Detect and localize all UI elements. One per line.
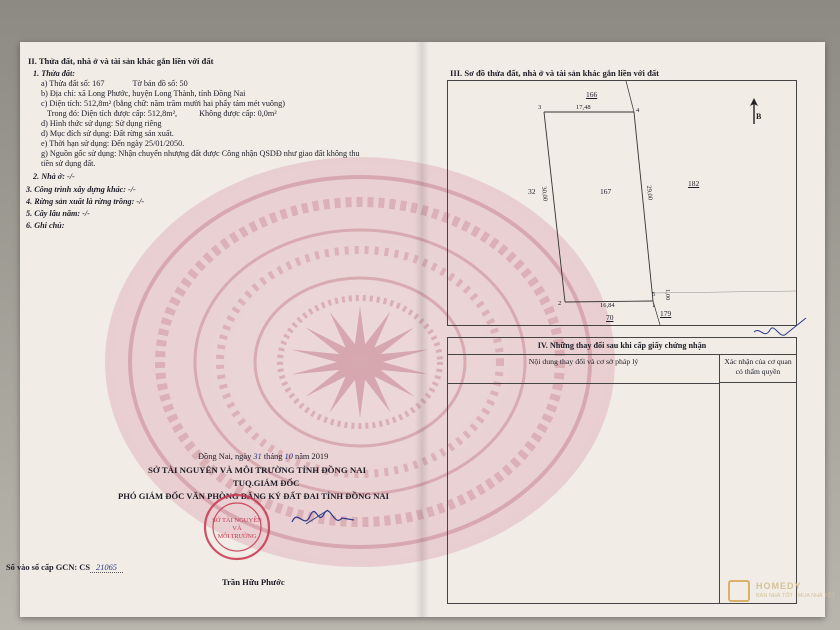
use-form-line: d) Hình thức sử dụng: Sử dụng riêng xyxy=(41,119,162,128)
edge-length-left: 30,00 xyxy=(540,186,549,202)
signing-authority: TUQ.GIÁM ĐỐC xyxy=(233,478,300,488)
vertex-3: 3 xyxy=(538,104,542,111)
neighbor-parcel-179: 179 xyxy=(660,309,672,318)
neighbor-parcel-166: 166 xyxy=(586,90,598,99)
vertex-2: 2 xyxy=(558,300,562,307)
neighbor-parcel-182: 182 xyxy=(688,179,700,188)
neighbor-parcel-32: 32 xyxy=(528,187,536,196)
north-arrow-icon xyxy=(747,98,761,124)
svg-text:VÀ: VÀ xyxy=(232,525,242,532)
brand-slogan: BÁN NHÀ TỐT · MUA NHÀ TỐT xyxy=(756,593,836,599)
parcel-167-label: 167 xyxy=(600,187,612,196)
svg-text:MÔI TRƯỜNG: MÔI TRƯỜNG xyxy=(217,534,257,540)
use-term-line: e) Thời hạn sử dụng: Đến ngày 25/01/2050. xyxy=(41,139,185,148)
vertex-5: 5 xyxy=(652,291,656,298)
item-2-house: 2. Nhà ở: -/- xyxy=(33,172,75,181)
parcel-diagram-frame xyxy=(447,80,797,326)
changes-column-verify: Xác nhận của cơ quan có thẩm quyền xyxy=(720,355,796,383)
signer-name: Trần Hữu Phước xyxy=(222,577,285,587)
handwritten-signature-icon xyxy=(288,504,358,534)
parcel-number-line: a) Thửa đất số: 167 Tờ bản đồ số: 50 xyxy=(41,79,188,88)
svg-text:SỞ TÀI NGUYÊN: SỞ TÀI NGUYÊN xyxy=(212,517,262,524)
neighbor-parcel-70: 70 xyxy=(606,313,614,322)
edge-length-top: 17,48 xyxy=(576,104,591,111)
svg-text:B: B xyxy=(756,112,762,121)
address-line: b) Địa chỉ: xã Long Phước, huyện Long Thành, tỉnh Đồng Nai xyxy=(41,89,246,98)
brand-name: HOMEDY xyxy=(756,581,802,591)
item-4-forest: 4. Rừng sản xuất là rừng trồng: -/- xyxy=(26,197,145,206)
origin-line-2: tiền sử dụng đất. xyxy=(41,159,96,168)
section-iv-title: IV. Những thay đổi sau khi cấp giấy chứng nhận xyxy=(448,338,796,355)
issuing-department: SỞ TÀI NGUYÊN VÀ MÔI TRƯỜNG TỈNH ĐỒNG NAI xyxy=(148,465,366,475)
changes-table xyxy=(447,337,797,604)
watermark-logo xyxy=(728,578,838,608)
vertex-1: 1 xyxy=(652,302,656,309)
certificate-register-number: Số vào sổ cấp GCN: CS 21065 xyxy=(6,563,123,573)
changes-column-divider xyxy=(719,383,720,603)
changes-column-content: Nội dung thay đổi và cơ sở pháp lý xyxy=(448,355,720,384)
section-iii-title: III. Sơ đồ thửa đất, nhà ở và tài sản khác gắn liền với đất xyxy=(450,68,660,78)
area-line: c) Diện tích: 512,8m² (bằng chữ: năm trăm mười hai phẩy tám mét vuông) xyxy=(41,99,285,108)
section-ii-title: II. Thửa đất, nhà ở và tài sản khác gắn liền với đất xyxy=(28,56,214,66)
item-5-trees: 5. Cây lâu năm: -/- xyxy=(26,209,90,218)
origin-line-1: g) Nguồn gốc sử dụng: Nhận chuyển nhượng đất được Công nhận QSDĐ như giao đất không thu xyxy=(41,149,360,158)
signer-position: PHÓ GIÁM ĐỐC VĂN PHÒNG ĐĂNG KÝ ĐẤT ĐAI TỈNH ĐỒNG NAI xyxy=(118,491,389,501)
official-red-seal-icon xyxy=(202,492,272,562)
parcel-diagram xyxy=(448,81,796,325)
issue-date-line: Đồng Nai, ngày 31 tháng 10 năm 2019 xyxy=(198,452,329,461)
brand-mark-icon xyxy=(728,580,750,602)
page-fold xyxy=(415,42,429,617)
item-1-heading: 1. Thửa đất: xyxy=(33,69,75,78)
item-3-construction: 3. Công trình xây dựng khác: -/- xyxy=(26,185,136,194)
edge-length-bottom: 16,84 xyxy=(600,302,615,309)
item-6-notes: 6. Ghi chú: xyxy=(26,221,65,230)
edge-length-right: 29,00 xyxy=(645,185,654,201)
use-purpose-line: d) Mục đích sử dụng: Đất rừng sản xuất. xyxy=(41,129,174,138)
area-breakdown-line: Trong đó: Diện tích được cấp: 512,8m², Không được cấp: 0,0m² xyxy=(47,109,277,118)
edge-length-short: 1,00 xyxy=(664,289,671,301)
vertex-4: 4 xyxy=(636,107,640,114)
land-certificate-page xyxy=(6,42,836,617)
